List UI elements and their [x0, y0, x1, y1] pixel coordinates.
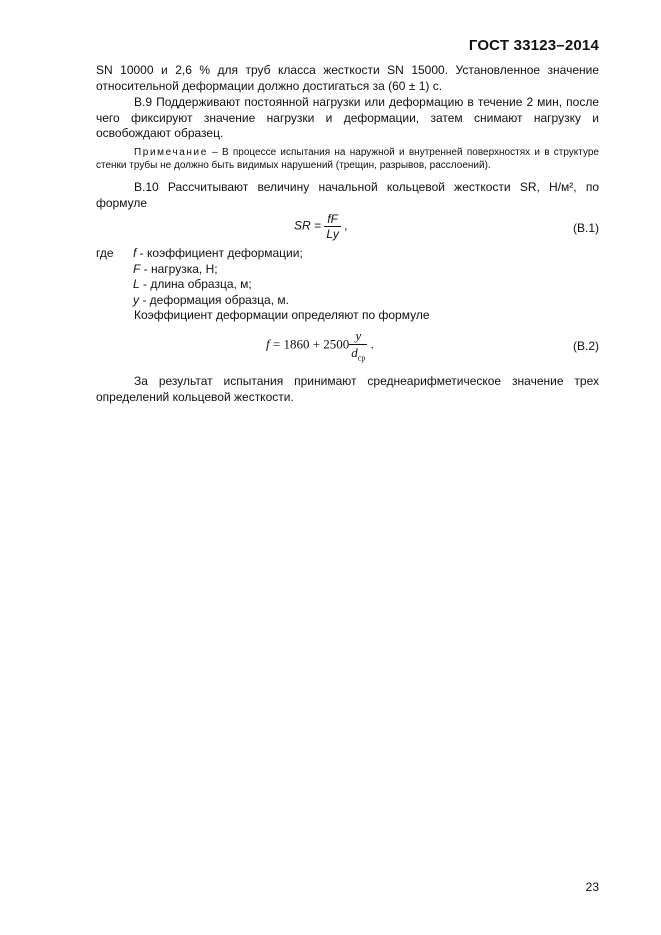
formula-b2-number: (В.2) [572, 339, 599, 353]
where-label: где [96, 246, 114, 260]
formula-b2-fraction [349, 328, 367, 363]
page-number: 23 [585, 880, 599, 894]
definition-item: f - коэффициент деформации; [133, 246, 303, 260]
paragraph-continuation: SN 10000 и 2,6 % для труб класса жесткости SN 15000. Установленное значение относительной деформации должно достигаться за (60 ± 1) с. [96, 63, 599, 93]
note [96, 146, 599, 172]
formula-b2-expression: = 1860 + 2500 [272, 336, 350, 352]
formula-b2-denominator: $d_{ср}$ [351, 345, 366, 363]
formula-b1-numerator: fF [324, 212, 340, 227]
formula-b1 [294, 212, 348, 241]
formula-b1-number: (В.1) [572, 221, 599, 235]
definitions-list [133, 246, 303, 308]
paragraph-b10: В.10 Рассчитывают величину начальной кольцевой жесткости SR, Н/м², по формуле [96, 180, 599, 210]
paragraph-result: За результат испытания принимают среднеарифметическое значение трех определений кольцевой жесткости. [96, 374, 599, 404]
note-text: – В процессе испытания на наружной и внутренней поверхностях и в структуре стенки трубы не должно быть видимых нарушений (трещин, разрывов, расслоений). [96, 147, 599, 171]
definition-item: y - деформация образца, м. [133, 292, 289, 307]
definition-item: L - длина образца, м; [133, 277, 252, 291]
coefficient-intro: Коэффициент деформации определяют по формуле [134, 308, 430, 322]
formula-b2-numerator: y [349, 328, 367, 345]
formula-b1-trail: , [344, 218, 348, 233]
paragraph-b9: В.9 Поддерживают постоянной нагрузки или деформацию в течение 2 мин, после чего фиксируют значение нагрузки и деформации, затем снимают нагрузку и освобождают образец. [96, 95, 599, 140]
formula-b1-fraction [324, 212, 340, 241]
document-header: ГОСТ 33123–2014 [468, 37, 599, 54]
formula-b1-lhs: SR = [294, 218, 322, 233]
formula-b2-trail: . [370, 336, 374, 352]
formula-b1-denominator: Ly [326, 227, 339, 241]
definition-item: F - нагрузка, Н; [133, 261, 218, 276]
formula-b2 [266, 328, 374, 363]
formula-b2-lhs: f [266, 336, 270, 352]
note-label: Примечание [134, 147, 208, 158]
